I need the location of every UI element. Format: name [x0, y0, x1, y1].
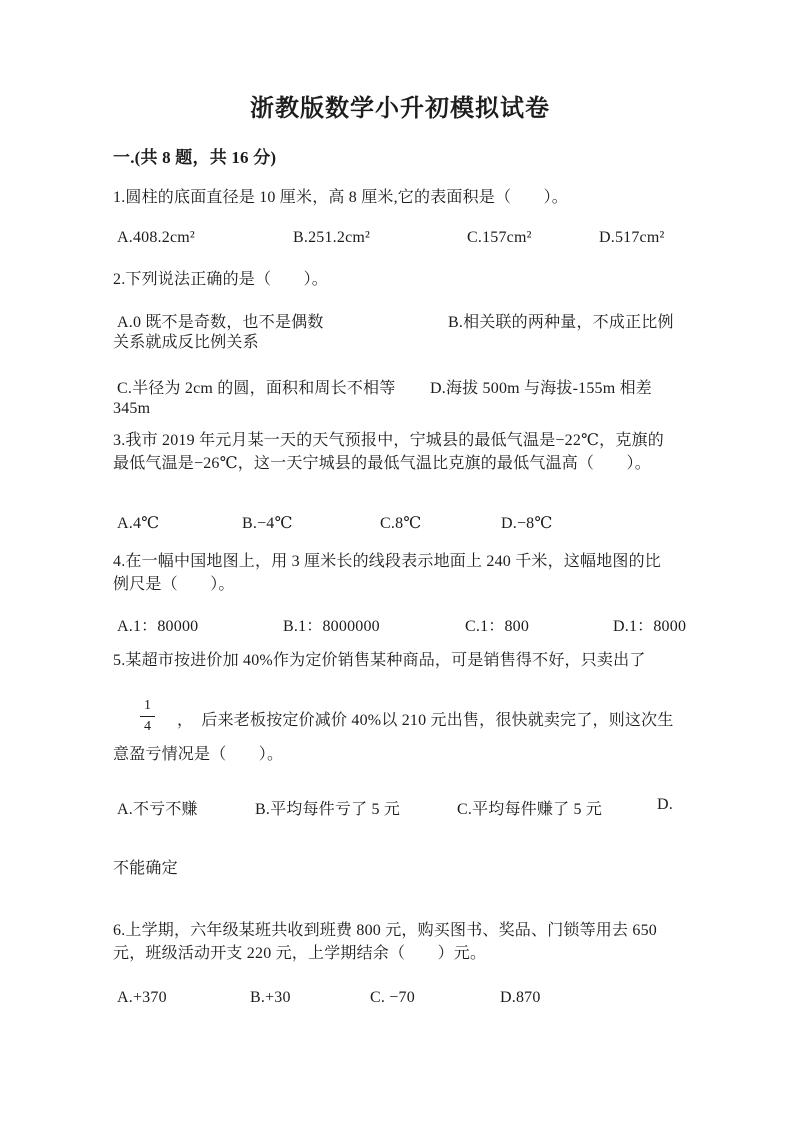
q5-fraction-numerator: 1 [140, 699, 155, 717]
question-4-stem-line2: 例尺是（ ）。 [113, 576, 235, 593]
q6-option-c: C. −70 [370, 989, 415, 1006]
q4-option-a: A.1：80000 [117, 618, 199, 635]
q2-option-b: B.相关联的两种量，不成正比例 [448, 314, 674, 331]
question-5-stem-line2: ， 后来老板按定价减价 40%以 210 元出售，很快就卖完了，则这次生 [177, 712, 674, 729]
question-2-stem: 2.下列说法正确的是（ ）。 [113, 271, 329, 288]
q1-option-d: D.517cm² [599, 229, 665, 246]
q3-option-a: A.4℃ [117, 515, 160, 532]
question-6-options [113, 989, 800, 1011]
q5-option-a: A.不亏不赚 [117, 801, 198, 818]
question-4-options [113, 613, 800, 635]
question-3-stem-line1: 3.我市 2019 年元月某一天的天气预报中，宁城县的最低气温是−22℃，克旗的 [113, 432, 664, 449]
section-heading: 一.(共 8 题，共 16 分) [113, 148, 277, 167]
q6-option-d: D.870 [500, 989, 541, 1006]
q6-option-b: B.+30 [250, 989, 291, 1006]
q5-option-c: C.平均每件赚了 5 元 [457, 801, 603, 818]
q2-option-b-wrap: 关系就成反比例关系 [113, 334, 259, 351]
q5-fraction-denominator: 4 [144, 719, 151, 734]
q5-option-b: B.平均每件亏了 5 元 [255, 801, 401, 818]
q2-option-d-wrap: 345m [113, 400, 151, 417]
q4-option-c: C.1：800 [465, 618, 530, 635]
question-4-stem-line1: 4.在一幅中国地图上，用 3 厘米长的线段表示地面上 240 千米，这幅地图的比 [113, 553, 662, 570]
q4-option-d: D.1：8000 [613, 618, 687, 635]
q2-option-a: A.0 既不是奇数，也不是偶数 [117, 314, 324, 331]
q1-option-c: C.157cm² [467, 229, 532, 246]
q5-option-d: D. [657, 796, 673, 813]
question-3-stem-line2: 最低气温是−26℃，这一天宁城县的最低气温比克旗的最低气温高（ ）。 [113, 455, 651, 472]
q4-option-b: B.1：8000000 [283, 618, 380, 635]
q1-option-a: A.408.2cm² [117, 229, 195, 246]
q1-option-b: B.251.2cm² [293, 229, 371, 246]
question-5-options [113, 796, 800, 818]
question-3-options [113, 513, 800, 535]
q2-option-d: D.海拔 500m 与海拔-155m 相差 [430, 380, 652, 397]
q3-option-c: C.8℃ [380, 515, 422, 532]
question-5-stem-line3: 意盈亏情况是（ ）。 [113, 746, 284, 763]
question-5-stem-line1: 5.某超市按进价加 40%作为定价销售某种商品，可是销售得不好，只卖出了 [113, 652, 646, 669]
page-title: 浙教版数学小升初模拟试卷 [250, 96, 550, 122]
q3-option-d: D.−8℃ [501, 515, 553, 532]
question-2-options-row2 [113, 375, 800, 397]
question-6-stem-line1: 6.上学期，六年级某班共收到班费 800 元，购买图书、奖品、门锁等用去 650 [113, 922, 658, 939]
q2-option-c: C.半径为 2cm 的圆，面积和周长不相等 [117, 380, 396, 397]
q5-option-d-wrap: 不能确定 [113, 860, 178, 877]
q5-fraction [140, 699, 155, 734]
question-1-stem: 1.圆柱的底面直径是 10 厘米，高 8 厘米,它的表面积是（ ）。 [113, 189, 569, 206]
question-2-options-row1 [113, 309, 800, 331]
q6-option-a: A.+370 [117, 989, 167, 1006]
q3-option-b: B.−4℃ [242, 515, 293, 532]
question-1-options [113, 229, 800, 251]
question-6-stem-line2: 元，班级活动开支 220 元，上学期结余（ ）元。 [113, 945, 487, 962]
